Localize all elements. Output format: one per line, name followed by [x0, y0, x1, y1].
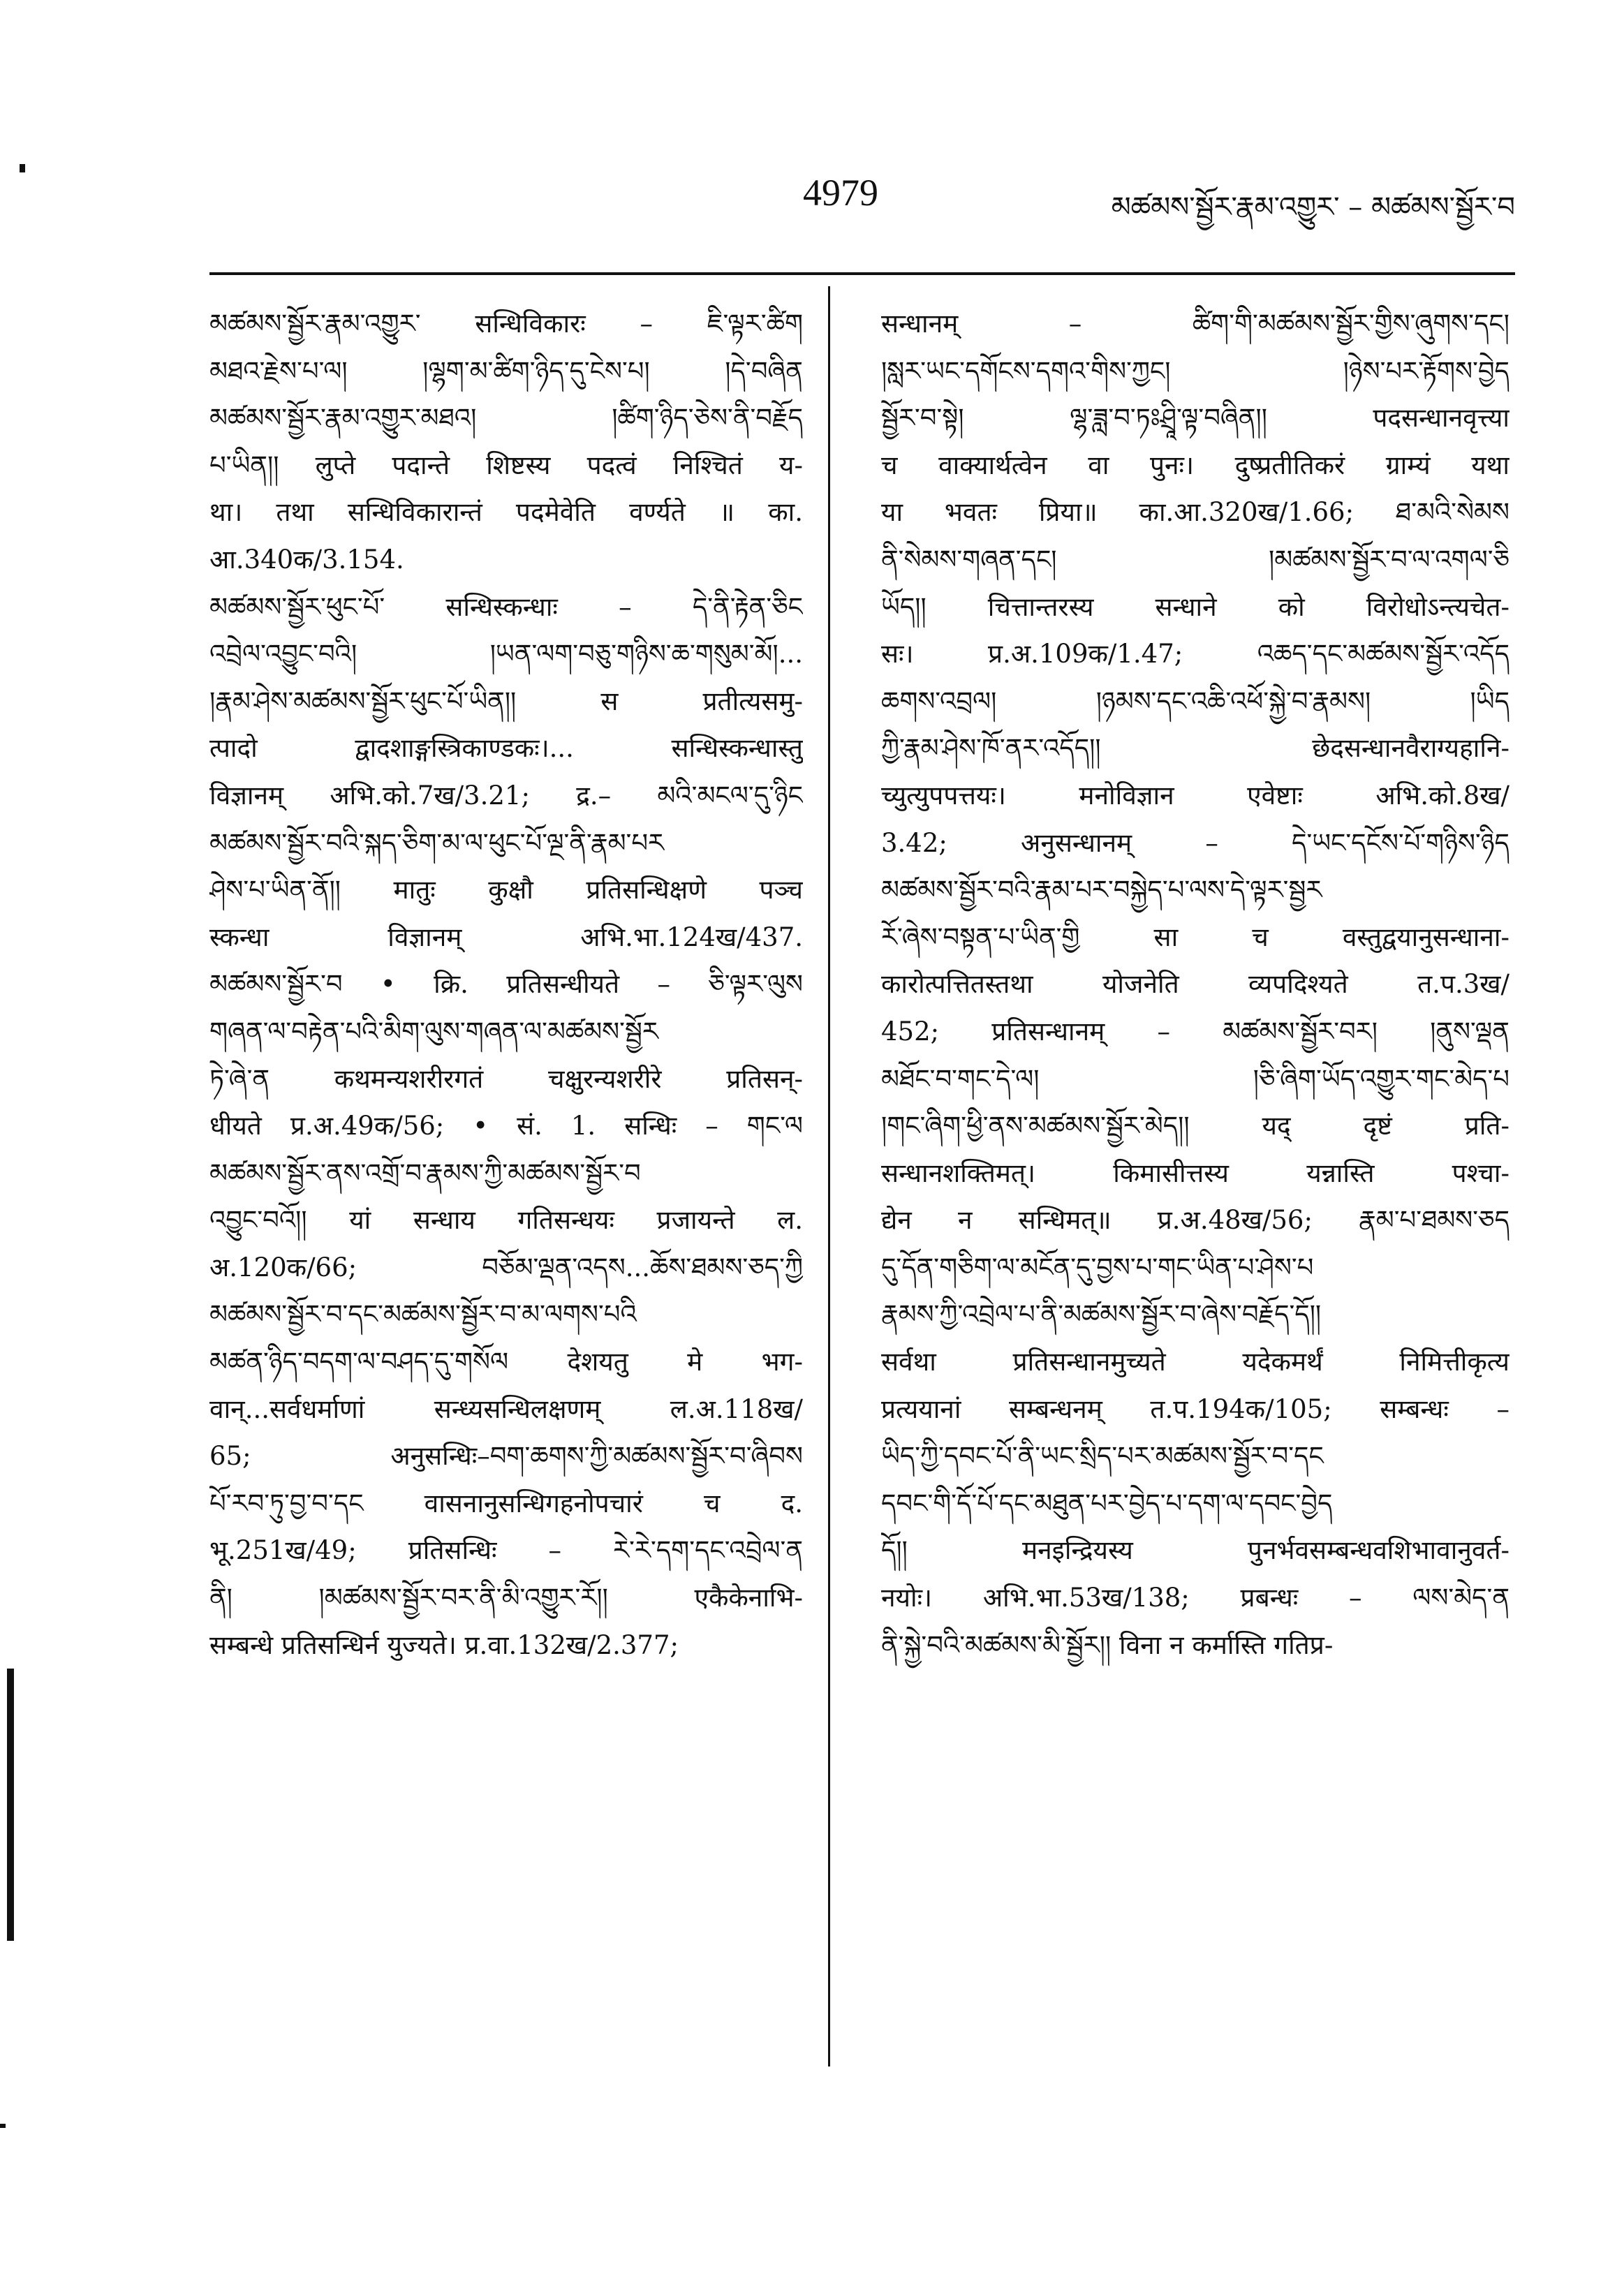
text-line: ནི། །མཚམས་སྦྱོར་བར་ནི་མི་འགྱུར་རོ།། एकैकेनाभि- — [209, 1583, 803, 1613]
text-line: རྣམས་ཀྱི་འབྲེལ་པ་ནི་མཚམས་སྦྱོར་བ་ཞེས་བརྗོད་དོ།། — [881, 1299, 1322, 1330]
text-line: नयोः। अभि.भा.53ख/138; प्रबन्धः – ལས་མེད་ན — [881, 1583, 1509, 1613]
text-line: सम्बन्धे प्रतिसन्धिर्न युज्यते। प्र.वा.132ख/2.377; — [209, 1629, 679, 1660]
text-line: གཞན་ལ་བརྟེན་པའི་མིག་ལུས་གཞན་ལ་མཚམས་སྦྱོར — [209, 1016, 658, 1047]
text-line: धीयते प्र.अ.49क/56; • सं. 1. सन्धिः – གང་ལ — [209, 1111, 803, 1141]
text-line: ཡིད་ཀྱི་དབང་པོ་ནི་ཡང་སྲིད་པར་མཚམས་སྦྱོར་བ་དང — [881, 1441, 1324, 1472]
scan-mark-left-bar — [7, 1669, 14, 1941]
text-line: དུ་དོན་གཅིག་ལ་མངོན་དུ་བྱས་པ་གང་ཡིན་པ་ཤེས་པ — [881, 1252, 1314, 1282]
text-line: རོ་ཞེས་བསྟན་པ་ཡིན་གྱི सा च वस्तुद्वयानुसन्धाना- — [881, 922, 1509, 952]
text-line: च्युत्युपपत्तयः। मनोविज्ञान एवेष्टाः अभि.को.8ख/ — [881, 780, 1509, 811]
text-line: 452; प्रतिसन्धानम् – མཚམས་སྦྱོར་བར། །ནུས་ལྡན — [881, 1016, 1509, 1047]
text-line: भू.251ख/49; प्रतिसन्धिः – རེ་རེ་དག་དང་འབྲེལ་ན — [209, 1535, 803, 1566]
text-line: त्पादो द्वादशाङ्गस्त्रिकाण्डकः।... सन्धिस्कन्धास्तु — [209, 733, 803, 764]
text-line: ཤེས་པ་ཡིན་ནོ།། मातुः कुक्षौ प्रतिसन्धिक्षणे पञ्च — [209, 875, 803, 905]
text-line: སྦྱོར་བ་སྟེ། ལྷ་ཟླ་བ་ཏཿཤྲཱི་ལྟ་བཞིན།། पदसन्धानवृत्त्या — [881, 403, 1509, 434]
text-line: प्रत्ययानां सम्बन्धनम् त.प.194क/105; सम्बन्धः – — [881, 1393, 1509, 1424]
text-line: आ.340क/3.154. — [209, 544, 404, 575]
text-line: ཀྱི་རྣམ་ཤེས་ཁོ་ནར་འདོད།། छेदसन्धानवैराग्यहानि- — [881, 733, 1509, 764]
text-line: པ་ཡིན།། लुप्ते पदान्ते शिष्टस्य पदत्वं निश्चितं य- — [209, 450, 803, 480]
text-line: མཚམས་སྦྱོར་བ • क्रि. प्रतिसन्धीयते – ཅི་ལྟར་ལུས — [209, 969, 803, 1000]
running-head: མཚམས་སྦྱོར་རྣམ་འགྱུར་ – མཚམས་སྦྱོར་བ — [1111, 191, 1515, 223]
text-line: सः। प्र.अ.109क/1.47; འཆད་དང་མཚམས་སྦྱོར་འདོད — [881, 639, 1509, 670]
scan-mark-tick — [20, 164, 25, 172]
text-line: ནི་སྐྱེ་བའི་མཚམས་མི་སྦྱོར།། विना न कर्मास्ति गतिप्र- — [881, 1629, 1334, 1660]
text-line: མཚམས་སྦྱོར་རྣམ་འགྱུར་མཐའ། །ཚིག་ཉིད་ཅེས་ནི་བརྗོད — [209, 403, 803, 434]
text-line: མཚམས་སྦྱོར་བའི་སྐད་ཅིག་མ་ལ་ཕུང་པོ་ལྔ་ནི་རྣམ་པར — [209, 827, 665, 858]
text-line: सन्धानशक्तिमत्। किमासीत्तस्य यन्नास्ति पश्चा- — [881, 1158, 1509, 1188]
text-line: 3.42; अनुसन्धानम् – དེ་ཡང་དངོས་པོ་གཉིས་ཉིད — [881, 827, 1509, 858]
text-line: དོ།། मनइन्द्रियस्य पुनर्भवसम्बन्धवशिभावानुवर्त- — [881, 1535, 1509, 1566]
text-line: सर्वथा प्रतिसन्धानमुच्यते यदेकमर्थं निमित्तीकृत्य — [881, 1347, 1509, 1377]
text-line: 65; अनुसन्धिः–བག་ཆགས་ཀྱི་མཚམས་སྦྱོར་བ་ཞིབས — [209, 1441, 803, 1472]
text-line: ཡོད།། चित्तान्तरस्य सन्धाने को विरोधोऽन्त्यचेत- — [881, 591, 1509, 622]
text-line: འབྲེལ་འབྱུང་བའི། །ཡན་ལག་བཅུ་གཉིས་ཆ་གསུམ་མོ།... — [209, 639, 803, 670]
text-line: །སླར་ཡང་དགོངས་དགའ་གིས་ཀྱང། །ཉེས་པར་རྟོགས་བྱེད — [881, 355, 1509, 386]
text-line: या भवतः प्रिया॥ का.आ.320ख/1.66; ཐ་མའི་སེམས — [881, 497, 1509, 528]
text-line: མཚམས་སྦྱོར་རྣམ་འགྱུར་ सन्धिविकारः – ཇི་ལྟར་ཚིག — [209, 309, 803, 339]
text-line: པོ་རབ་ཏུ་བྱ་བ་དང वासनानुसन्धिगहनोपचारं च द. — [209, 1488, 803, 1518]
text-line: མཚམས་སྦྱོར་བའི་རྣམ་པར་བསྐྱེད་པ་ལས་དེ་ལྟར་སྦྱར — [881, 875, 1322, 905]
page-header — [803, 171, 1515, 227]
text-line: स्कन्धा विज्ञानम् अभि.भा.124ख/437. — [209, 922, 803, 952]
text-line: द्येन न सन्धिमत्॥ प्र.अ.48ख/56; རྣམ་པ་ཐམས་ཅད — [881, 1205, 1509, 1236]
text-line: अ.120क/66; བཅོམ་ལྡན་འདས...ཆོས་ཐམས་ཅད་ཀྱི — [209, 1252, 803, 1282]
text-line: མཐོང་བ་གང་དེ་ལ། །ཅི་ཞིག་ཡོད་འགྱུར་གང་མེད་པ — [881, 1063, 1509, 1094]
text-line: ཏེ་ཞེ་ན कथमन्यशरीरगतं चक्षुरन्यशरीरे प्रतिसन्- — [209, 1063, 803, 1094]
page-number: 4979 — [803, 172, 878, 214]
text-line: कारोत्पत्तितस्तथा योजनेति व्यपदिश्यते त.प.3ख/ — [881, 969, 1509, 1000]
scan-mark-dot — [0, 2124, 6, 2128]
text-line: ནི་སེམས་གཞན་དང། །མཚམས་སྦྱོར་བ་ལ་འགལ་ཅི — [881, 544, 1509, 575]
text-line: विज्ञानम् अभि.को.7ख/3.21; द्र.– མའི་མངལ་དུ་ཉིང — [209, 780, 803, 811]
text-line: དབང་གི་དོ་པོ་དང་མཐུན་པར་བྱེད་པ་དག་ལ་དབང་བྱེད — [881, 1488, 1333, 1518]
text-line: མཐའ་རྗེས་པ་ལ། །ལྷག་མ་ཚིག་ཉིད་དུ་ངེས་པ། །དེ་བཞིན — [209, 355, 803, 386]
right-column — [881, 300, 1509, 1669]
column-divider — [828, 286, 830, 2067]
text-line: च वाक्यार्थत्वेन वा पुनः। दुष्प्रतीतिकरं ग्राम्यं यथा — [881, 450, 1509, 480]
text-line: सन्धानम् – ཚིག་གི་མཚམས་སྦྱོར་གྱིས་ཞུགས་དང། — [881, 309, 1509, 339]
text-line: वान्...सर्वधर्माणां सन्ध्यसन्धिलक्षणम् ल.अ.118ख/ — [209, 1393, 803, 1424]
text-line: འབྱུང་བའོ།། यां सन्धाय गतिसन्धयः प्रजायन्ते ल. — [209, 1205, 803, 1236]
text-line: མཚམས་སྦྱོར་བ་དང་མཚམས་སྦྱོར་བ་མ་ལགས་པའི — [209, 1299, 637, 1330]
text-line: མཚན་ཉིད་བདག་ལ་བཤད་དུ་གསོལ देशयतु मे भग- — [209, 1347, 803, 1377]
text-line: །རྣམ་ཤེས་མཚམས་སྦྱོར་ཕུང་པོ་ཡིན།། स प्रतीत्यसमु- — [209, 686, 803, 716]
text-line: ཆགས་འབྲལ། །ཉམས་དང་འཆི་འཕོ་སྐྱེ་བ་རྣམས། །ཡིད — [881, 686, 1509, 716]
text-line: མཚམས་སྦྱོར་ཕུང་པོ་ सन्धिस्कन्धाः – དེ་ནི་རྟེན་ཅིང — [209, 591, 803, 622]
text-line: མཚམས་སྦྱོར་ནས་འགྲོ་བ་རྣམས་ཀྱི་མཚམས་སྦྱོར་བ — [209, 1158, 641, 1188]
text-line: था। तथा सन्धिविकारान्तं पदमेवेति वर्ण्यते ॥ का. — [209, 497, 803, 528]
header-rule — [209, 272, 1515, 275]
text-line: །གང་ཞིག་ཕྱི་ནས་མཚམས་སྦྱོར་མེད།། यद् दृष्टं प्रति- — [881, 1111, 1509, 1141]
left-column — [209, 300, 803, 1669]
